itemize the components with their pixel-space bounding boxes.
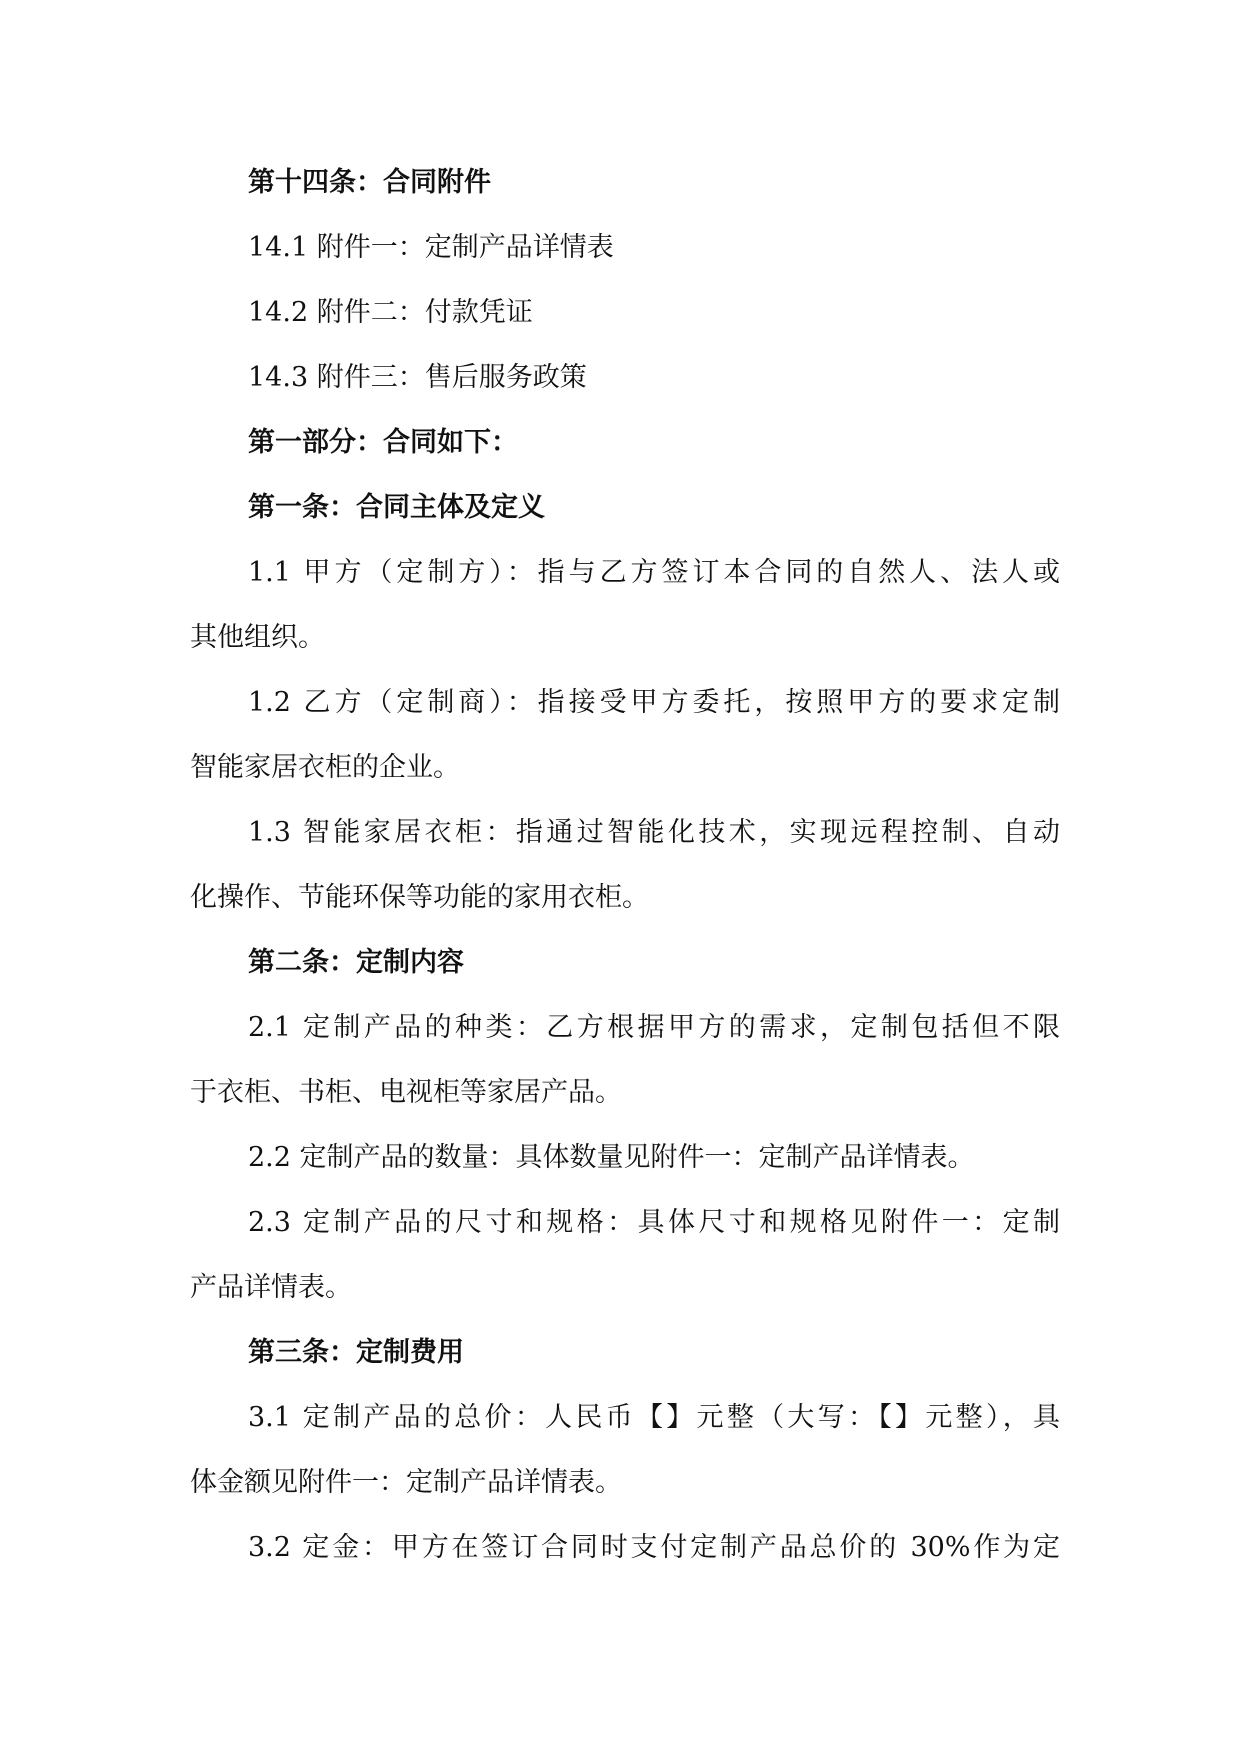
document-body <box>190 150 1060 1580</box>
clause-14-3: 14.3 附件三：售后服务政策 <box>248 362 587 393</box>
clause-1-1-line-1: 1.1 甲方（定制方）：指与乙方签订本合同的自然人、法人或 <box>248 557 1060 588</box>
clause-3-1-line-2: 体金额见附件一：定制产品详情表。 <box>190 1467 622 1498</box>
clause-2-1-line-1: 2.1 定制产品的种类：乙方根据甲方的需求，定制包括但不限 <box>248 1012 1060 1043</box>
article-3-heading: 第三条：定制费用 <box>248 1337 464 1368</box>
clause-1-2-line-2: 智能家居衣柜的企业。 <box>190 752 460 783</box>
part-1-heading: 第一部分：合同如下： <box>248 427 518 458</box>
article-2-heading: 第二条：定制内容 <box>248 947 464 978</box>
clause-1-2-line-1: 1.2 乙方（定制商）：指接受甲方委托，按照甲方的要求定制 <box>248 687 1060 718</box>
clause-2-2: 2.2 定制产品的数量：具体数量见附件一：定制产品详情表。 <box>248 1142 975 1173</box>
clause-14-1: 14.1 附件一：定制产品详情表 <box>248 232 614 263</box>
article-14-heading: 第十四条：合同附件 <box>248 167 491 198</box>
clause-1-3-line-2: 化操作、节能环保等功能的家用衣柜。 <box>190 882 649 913</box>
clause-2-1-line-2: 于衣柜、书柜、电视柜等家居产品。 <box>190 1077 622 1108</box>
clause-1-1-line-2: 其他组织。 <box>190 622 325 653</box>
clause-14-2: 14.2 附件二：付款凭证 <box>248 297 533 328</box>
clause-2-3-line-2: 产品详情表。 <box>190 1272 352 1303</box>
clause-1-3-line-1: 1.3 智能家居衣柜：指通过智能化技术，实现远程控制、自动 <box>248 817 1060 848</box>
clause-2-3-line-1: 2.3 定制产品的尺寸和规格：具体尺寸和规格见附件一：定制 <box>248 1207 1060 1238</box>
article-1-heading: 第一条：合同主体及定义 <box>248 492 545 523</box>
clause-3-2-line-1: 3.2 定金：甲方在签订合同时支付定制产品总价的 30%作为定 <box>248 1532 1060 1563</box>
clause-3-1-line-1: 3.1 定制产品的总价：人民币【】元整（大写：【】元整），具 <box>248 1402 1060 1433</box>
